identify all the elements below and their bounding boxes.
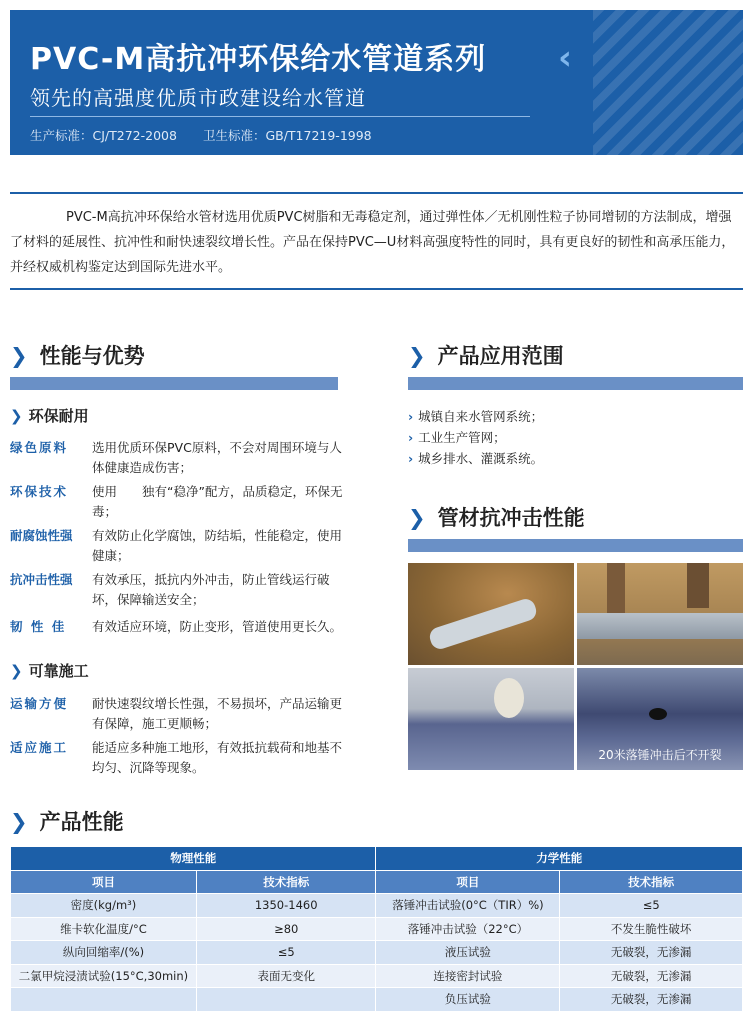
intro-top-rule [10,192,743,194]
mechanical-header: 力学性能 [376,847,743,871]
impact-photo-1 [408,563,574,665]
chevron-right-icon: ❯ [10,344,28,368]
intro-paragraph: PVC-M高抗冲环保给水管材选用优质PVC树脂和无毒稳定剂，通过弹性体／无机刚性粒子协同增韧的方法制成，增强了材料的延展性、抗冲性和耐快速裂纹增长性。产品在保持PVC—U材料高强度特性的同时，具有更良好的韧性和高承压能力，并经权威机构鉴定达到国际先进水平。 [10,210,735,275]
section-bar [10,377,338,390]
feature-value: 能适应多种施工地形，有效抵抗载荷和地基不均匀、沉降等现象。 [92,740,343,775]
feature-key: 抗冲击性强 [10,572,73,587]
feature-item [10,738,350,778]
table-row: 二氯甲烷浸渍试验(15°C,30min) 表面无变化 连接密封试验 无破裂，无渗漏 [11,964,743,988]
physical-header: 物理性能 [11,847,376,871]
hygiene-standard: 卫生标准：GB/T17219-1998 [202,128,372,143]
section-impact-heading [408,502,585,532]
subsection-title: 可靠施工 [28,662,89,680]
table-row: 纵向回缩率/(%) ≤5 液压试验 无破裂，无渗漏 [11,941,743,965]
impact-photo-2 [577,563,743,665]
chevron-right-icon: ❯ [10,810,28,834]
feature-value: 有效承压，抵抗内外冲击，防止管线运行破坏，保障输送安全； [92,572,330,607]
col-item: 项目 [11,870,197,894]
banner-standards [30,126,394,144]
banner-divider [30,116,530,117]
feature-value: 使用 独有“稳净”配方，品质稳定，环保无毒； [92,484,343,519]
subsection-construction-heading [10,660,89,681]
chevron-right-icon: › [408,409,414,424]
chevron-right-icon: ❯ [408,344,426,368]
section-bar [408,539,743,552]
list-item: › 工业生产管网； [408,430,506,445]
subsection-title: 环保耐用 [28,407,89,425]
feature-value: 选用优质环保PVC原料，不会对周围环境与人体健康造成伤害； [92,440,342,475]
section-title: 管材抗冲击性能 [437,506,585,530]
impact-photo-4 [577,668,743,770]
feature-key: 绿色原料 [10,440,69,455]
chevron-right-icon: › [408,430,414,445]
feature-key: 耐腐蚀性强 [10,528,73,543]
section-bar [408,377,743,390]
feature-key: 环保技术 [10,484,69,499]
table-row: 维卡软化温度/°C ≥80 落锤冲击试验（22°C） 不发生脆性破坏 [11,917,743,941]
table-column-header [11,870,743,894]
feature-item [10,617,350,637]
feature-item [10,438,350,478]
header-banner [10,10,743,155]
chevron-right-icon: ❯ [10,662,23,680]
banner-pattern [593,10,743,155]
table-group-header [11,847,743,871]
section-title: 性能与优势 [39,344,145,368]
feature-item [10,526,350,566]
feature-item [10,482,350,522]
feature-item [10,570,350,610]
feature-item [10,694,350,734]
impact-caption: 20米落锤冲击后不开裂 [598,748,722,762]
chevron-right-icon: › [408,451,414,466]
feature-key: 运输方便 [10,696,69,711]
section-title: 产品性能 [39,810,124,834]
section-application-heading [408,340,564,370]
col-spec: 技术指标 [560,870,743,894]
chevron-right-icon: ❯ [10,407,23,425]
banner-title: PVC-M高抗冲环保给水管道系列 [30,42,487,77]
section-performance-heading [10,340,145,370]
impact-photo-3 [408,668,574,770]
table-row: 负压试验 无破裂，无渗漏 [11,988,743,1012]
list-item: › 城镇自来水管网系统； [408,409,544,424]
section-product-perf-heading [10,806,124,836]
feature-key: 韧 性 佳 [10,619,67,634]
section-title: 产品应用范围 [437,344,564,368]
feature-value: 耐快速裂纹增长性强，不易损坏，产品运输更有保障，施工更顺畅； [92,696,343,731]
chevron-left-icon: ‹ [558,38,573,78]
feature-value: 有效适应环境，防止变形，管道使用更长久。 [92,619,343,634]
list-item: › 城乡排水、灌溉系统。 [408,451,544,466]
table-row: 密度(kg/m³) 1350-1460 落锤冲击试验(0°C（TIR）%) ≤5 [11,894,743,918]
feature-value: 有效防止化学腐蚀，防结垢，性能稳定，使用健康； [92,528,343,563]
chevron-right-icon: ❯ [408,506,426,530]
subsection-eco-heading [10,405,89,426]
production-standard: 生产标准：CJ/T272-2008 [30,128,177,143]
col-item: 项目 [376,870,560,894]
performance-table [10,846,743,1012]
feature-key: 适应施工 [10,740,69,755]
col-spec: 技术指标 [196,870,376,894]
intro-bottom-rule [10,288,743,290]
banner-subtitle: 领先的高强度优质市政建设给水管道 [30,86,366,110]
